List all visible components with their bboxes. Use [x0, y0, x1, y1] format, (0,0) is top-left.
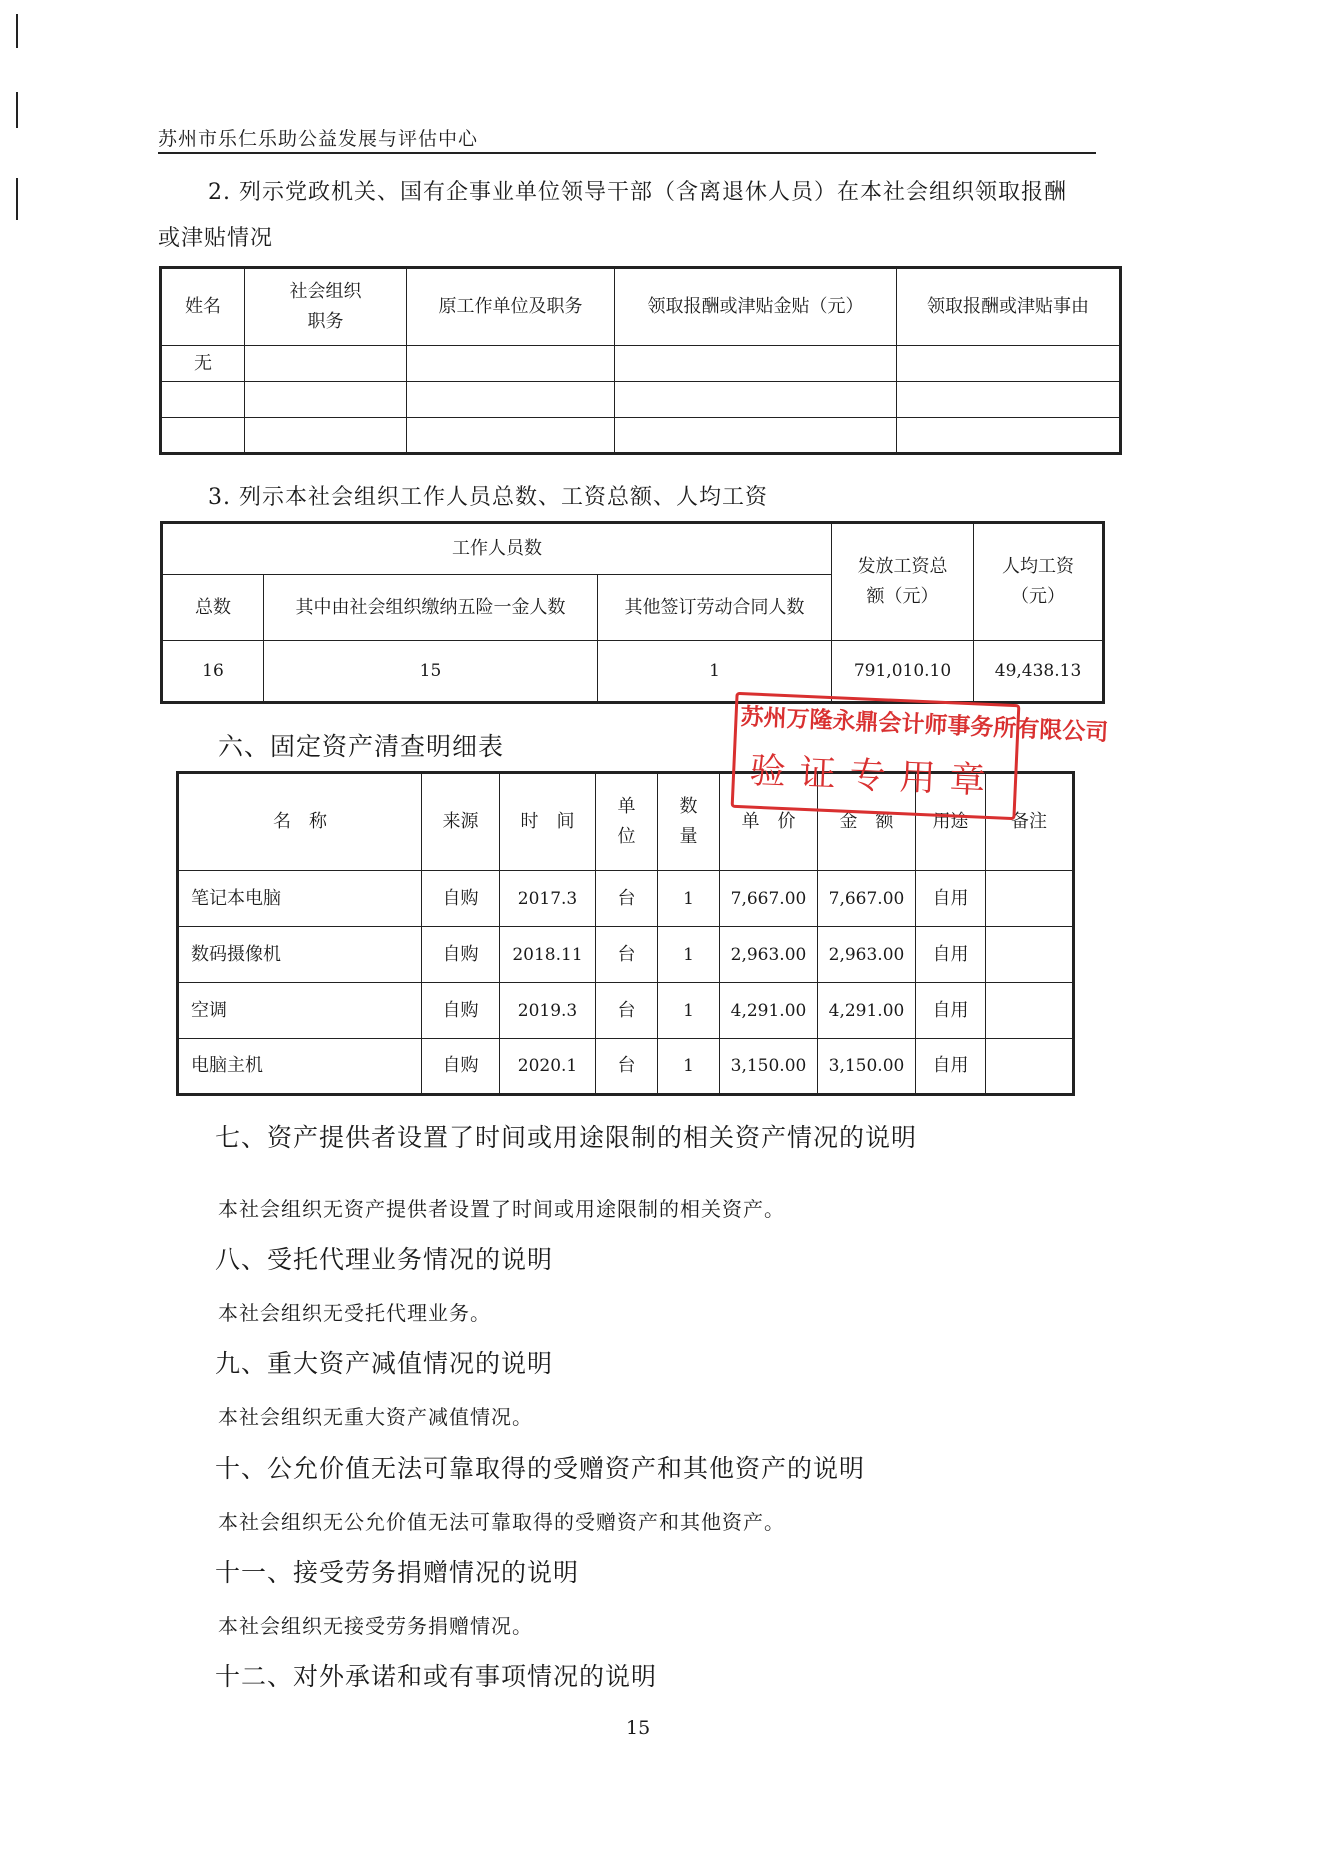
section-heading: 八、受托代理业务情况的说明: [215, 1245, 554, 1274]
table-cell: 4,291.00: [818, 983, 916, 1039]
table-cell: 数码摄像机: [178, 927, 422, 983]
table-row: [178, 871, 1074, 927]
table-cell: [245, 346, 407, 382]
header-cell: [974, 523, 1104, 641]
table-cell: 台: [596, 983, 658, 1039]
table-cell: 16: [162, 641, 264, 703]
table-cell: [245, 418, 407, 454]
margin-mark: [16, 92, 18, 128]
header-cell-line: 数: [679, 796, 698, 817]
table-row: [161, 382, 1121, 418]
section6-title: 六、固定资产清查明细表: [218, 732, 505, 761]
margin-mark: [16, 14, 18, 48]
section-heading: 十一、接受劳务捐赠情况的说明: [215, 1558, 580, 1587]
section-body: 本社会组织无资产提供者设置了时间或用途限制的相关资产。: [218, 1197, 785, 1221]
header-cell: 领取报酬或津贴事由: [897, 268, 1121, 346]
section3-title: 3. 列示本社会组织工作人员总数、工资总额、人均工资: [208, 485, 768, 510]
header-cell: 姓名: [161, 268, 245, 346]
table-cell: 7,667.00: [720, 871, 818, 927]
section-body: 本社会组织无接受劳务捐赠情况。: [218, 1614, 533, 1638]
section-heading: 七、资产提供者设置了时间或用途限制的相关资产情况的说明: [215, 1123, 918, 1152]
table-cell: [897, 346, 1121, 382]
table-cell: 自购: [422, 871, 500, 927]
table-cell: 1: [658, 983, 720, 1039]
section2-line1: 2. 列示党政机关、国有企事业单位领导干部（含离退休人员）在本社会组织领取报酬: [208, 180, 1067, 205]
stamp-label: 验证专用章: [748, 750, 1001, 803]
table-cell: 2019.3: [500, 983, 596, 1039]
header-cell: 总数: [162, 575, 264, 641]
table-cell: 台: [596, 927, 658, 983]
table-cell: [407, 418, 615, 454]
table-cell: 2,963.00: [818, 927, 916, 983]
section-body: 本社会组织无重大资产减值情况。: [218, 1405, 533, 1429]
header-cell: 名 称: [178, 773, 422, 871]
header-cell: 来源: [422, 773, 500, 871]
table-cell: [161, 382, 245, 418]
table-cell: 自用: [916, 983, 986, 1039]
staff-table: [160, 521, 1105, 704]
table-cell: 自购: [422, 983, 500, 1039]
table-cell: 1: [658, 871, 720, 927]
table-cell: 1: [658, 1039, 720, 1095]
header-cell-line: 额（元）: [866, 586, 939, 607]
table-cell: 1: [598, 641, 832, 703]
header-cell-line: 位: [617, 826, 636, 847]
header-cell: 领取报酬或津贴金贴（元）: [615, 268, 897, 346]
table-cell: 3,150.00: [818, 1039, 916, 1095]
table-row: [161, 346, 1121, 382]
table-cell: [615, 346, 897, 382]
header-cell: 用途: [916, 773, 986, 871]
section2-line2: 或津贴情况: [158, 226, 274, 251]
table-row: [161, 418, 1121, 454]
header-cell: 原工作单位及职务: [407, 268, 615, 346]
fixed-assets-table: [176, 771, 1075, 1096]
table-cell: 3,150.00: [720, 1039, 818, 1095]
verification-stamp: [731, 692, 1109, 820]
header-cell: 备注: [986, 773, 1074, 871]
table-cell: 无: [161, 346, 245, 382]
table-cell: 791,010.10: [832, 641, 974, 703]
table-cell: 7,667.00: [818, 871, 916, 927]
table-cell: 2017.3: [500, 871, 596, 927]
header-cell: [245, 268, 407, 346]
header-cell-line: 职务: [307, 311, 344, 332]
section-heading: 九、重大资产减值情况的说明: [215, 1349, 554, 1378]
table-cell: [407, 382, 615, 418]
stamp-company: 苏州万隆永鼎会计师事务所有限公司: [740, 704, 1109, 747]
header-cell: [832, 523, 974, 641]
header-cell: 其他签订劳动合同人数: [598, 575, 832, 641]
header-cell-line: 单: [617, 796, 636, 817]
header-cell: 工作人员数: [162, 523, 832, 575]
table-cell: 1: [658, 927, 720, 983]
header-cell-line: 社会组织: [289, 281, 362, 302]
table-cell: [897, 418, 1121, 454]
table-cell: [245, 382, 407, 418]
header-cell: 时 间: [500, 773, 596, 871]
table-cell: 2,963.00: [720, 927, 818, 983]
header-cell-line: 量: [679, 826, 698, 847]
header-organization: 苏州市乐仁乐助公益发展与评估中心: [158, 128, 479, 150]
table-cell: 4,291.00: [720, 983, 818, 1039]
header-cell-line: （元）: [1011, 586, 1066, 607]
section-body: 本社会组织无公允价值无法可靠取得的受赠资产和其他资产。: [218, 1510, 785, 1534]
table-row: [178, 927, 1074, 983]
table-cell: [986, 927, 1074, 983]
header-cell: [596, 773, 658, 871]
table-cell: [161, 418, 245, 454]
table-cell: [615, 418, 897, 454]
table-cell: [986, 983, 1074, 1039]
header-cell: 单 价: [720, 773, 818, 871]
table-row: [162, 641, 1104, 703]
table-cell: 台: [596, 871, 658, 927]
table-cell: [615, 382, 897, 418]
table-cell: [986, 871, 1074, 927]
table-cell: [986, 1039, 1074, 1095]
table-cell: 台: [596, 1039, 658, 1095]
header-cell-line: 发放工资总: [857, 556, 948, 577]
table-row: [178, 1039, 1074, 1095]
table-cell: 笔记本电脑: [178, 871, 422, 927]
officials-table: [159, 266, 1122, 455]
table-cell: 自用: [916, 1039, 986, 1095]
section-heading: 十二、对外承诺和或有事项情况的说明: [215, 1662, 658, 1691]
table-cell: 49,438.13: [974, 641, 1104, 703]
table-cell: 2020.1: [500, 1039, 596, 1095]
header-rule: [158, 152, 1096, 154]
header-cell: 其中由社会组织缴纳五险一金人数: [264, 575, 598, 641]
table-header-row: [162, 523, 1104, 575]
header-cell: [658, 773, 720, 871]
table-cell: 电脑主机: [178, 1039, 422, 1095]
header-cell-line: 人均工资: [1002, 556, 1075, 577]
table-cell: 自购: [422, 927, 500, 983]
margin-mark: [16, 178, 18, 220]
table-cell: 自购: [422, 1039, 500, 1095]
section-heading: 十、公允价值无法可靠取得的受赠资产和其他资产的说明: [215, 1454, 866, 1483]
table-header-row: [161, 268, 1121, 346]
table-cell: [897, 382, 1121, 418]
table-cell: 空调: [178, 983, 422, 1039]
page-number: 15: [626, 1717, 651, 1739]
table-cell: [407, 346, 615, 382]
table-cell: 15: [264, 641, 598, 703]
table-row: [178, 983, 1074, 1039]
table-cell: 自用: [916, 927, 986, 983]
table-cell: 自用: [916, 871, 986, 927]
table-cell: 2018.11: [500, 927, 596, 983]
header-cell: 金 额: [818, 773, 916, 871]
section-body: 本社会组织无受托代理业务。: [218, 1301, 491, 1325]
